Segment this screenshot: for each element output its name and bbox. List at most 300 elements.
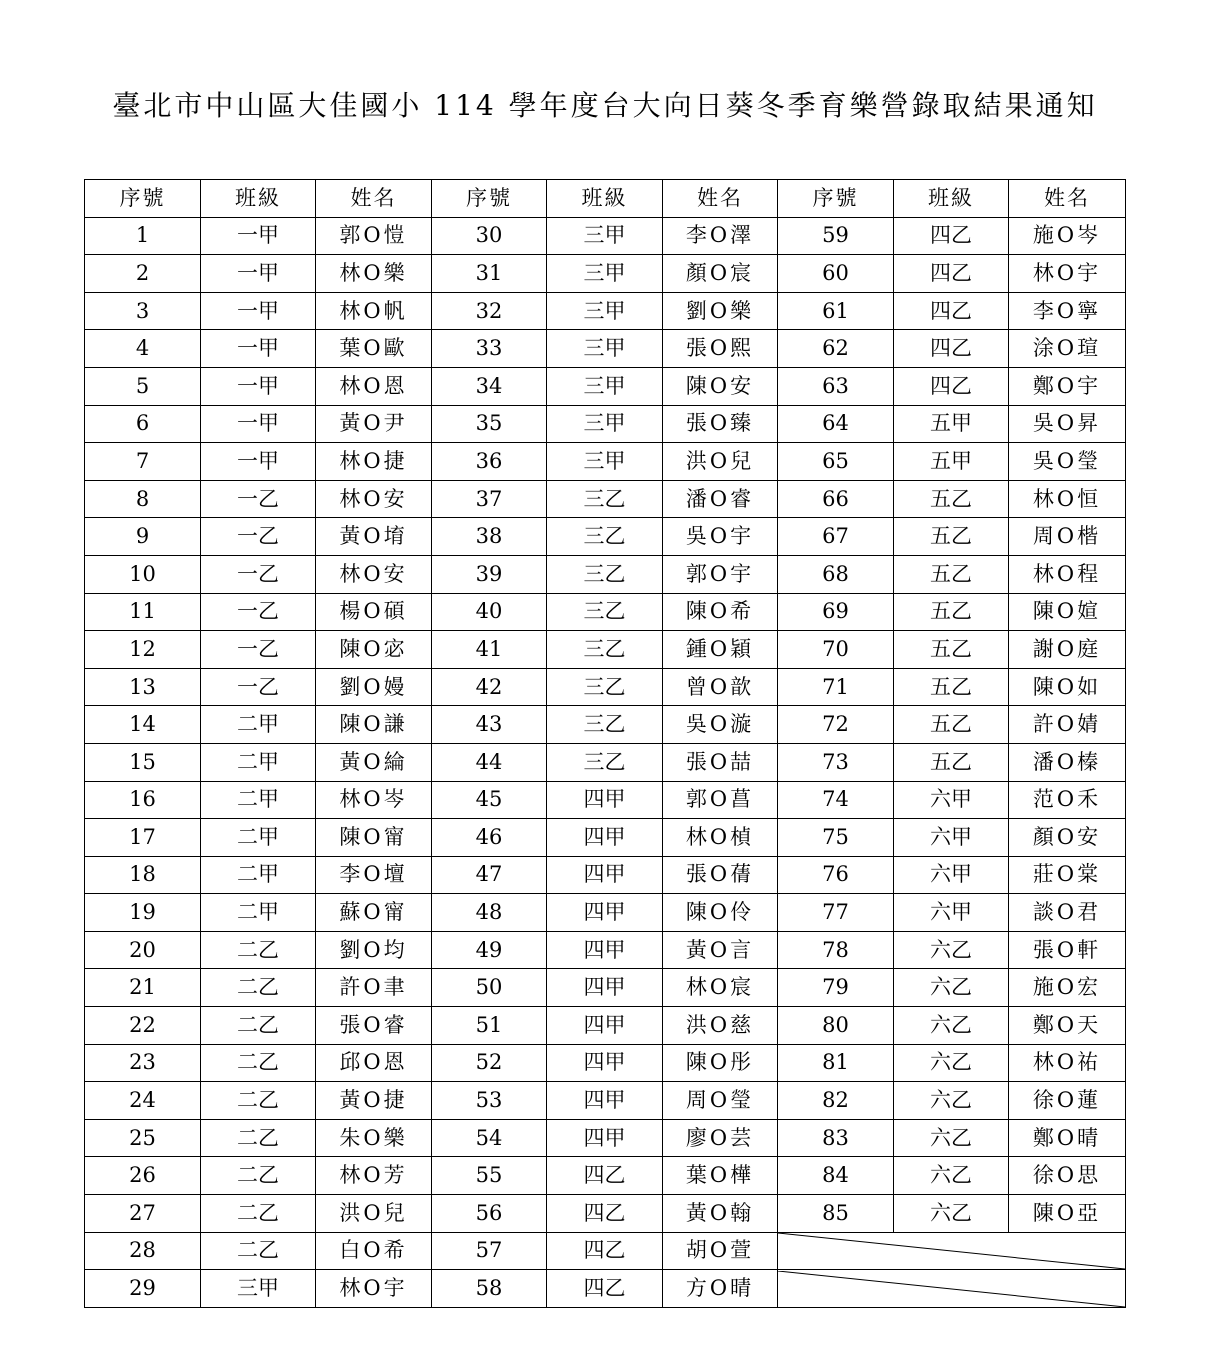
seq-cell: 64 [778, 405, 894, 443]
class-cell: 一甲 [201, 405, 316, 443]
name-cell: 張O熙 [663, 330, 778, 368]
class-cell: 四乙 [894, 255, 1009, 293]
class-cell: 五乙 [894, 743, 1009, 781]
seq-cell: 15 [85, 743, 201, 781]
seq-cell: 62 [778, 330, 894, 368]
header-name: 姓名 [663, 180, 778, 218]
name-cell: 林O岑 [316, 781, 432, 819]
seq-cell: 36 [432, 443, 547, 481]
class-cell: 三乙 [547, 480, 663, 518]
class-cell: 六乙 [894, 1082, 1009, 1120]
name-cell: 張O喆 [663, 743, 778, 781]
name-cell: 施O岑 [1009, 217, 1126, 255]
name-cell: 徐O蓮 [1009, 1082, 1126, 1120]
name-cell: 陳O如 [1009, 668, 1126, 706]
seq-cell: 60 [778, 255, 894, 293]
class-cell: 四乙 [547, 1232, 663, 1270]
class-cell: 六乙 [894, 1195, 1009, 1233]
class-cell: 四乙 [547, 1157, 663, 1195]
seq-cell: 72 [778, 706, 894, 744]
class-cell: 四甲 [547, 856, 663, 894]
class-cell: 五甲 [894, 443, 1009, 481]
class-cell: 二甲 [201, 743, 316, 781]
class-cell: 一甲 [201, 330, 316, 368]
class-cell: 三甲 [547, 255, 663, 293]
name-cell: 謝O庭 [1009, 631, 1126, 669]
name-cell: 洪O慈 [663, 1007, 778, 1045]
table-row [85, 706, 1126, 744]
name-cell: 方O晴 [663, 1270, 778, 1308]
seq-cell: 37 [432, 480, 547, 518]
seq-cell: 61 [778, 292, 894, 330]
seq-cell: 26 [85, 1157, 201, 1195]
class-cell: 二乙 [201, 1119, 316, 1157]
seq-cell: 38 [432, 518, 547, 556]
empty-slot-cell [778, 1232, 1126, 1270]
class-cell: 二甲 [201, 856, 316, 894]
class-cell: 六乙 [894, 1157, 1009, 1195]
table-row [85, 1232, 1126, 1270]
table-row [85, 781, 1126, 819]
class-cell: 三甲 [547, 443, 663, 481]
name-cell: 吳O瑩 [1009, 443, 1126, 481]
name-cell: 潘O榛 [1009, 743, 1126, 781]
table-row [85, 1007, 1126, 1045]
class-cell: 二乙 [201, 1082, 316, 1120]
class-cell: 一甲 [201, 255, 316, 293]
class-cell: 五乙 [894, 706, 1009, 744]
seq-cell: 51 [432, 1007, 547, 1045]
table-row [85, 405, 1126, 443]
seq-cell: 23 [85, 1044, 201, 1082]
table-row [85, 856, 1126, 894]
class-cell: 一甲 [201, 443, 316, 481]
class-cell: 六甲 [894, 819, 1009, 857]
name-cell: 林O恩 [316, 367, 432, 405]
name-cell: 陳O彤 [663, 1044, 778, 1082]
class-cell: 三甲 [547, 405, 663, 443]
name-cell: 顏O宸 [663, 255, 778, 293]
seq-cell: 14 [85, 706, 201, 744]
seq-cell: 85 [778, 1195, 894, 1233]
class-cell: 三甲 [547, 217, 663, 255]
class-cell: 一乙 [201, 518, 316, 556]
table-row [85, 1082, 1126, 1120]
class-cell: 四乙 [894, 367, 1009, 405]
seq-cell: 70 [778, 631, 894, 669]
class-cell: 二甲 [201, 819, 316, 857]
name-cell: 周O瑩 [663, 1082, 778, 1120]
name-cell: 林O程 [1009, 555, 1126, 593]
name-cell: 李O寧 [1009, 292, 1126, 330]
class-cell: 四甲 [547, 1007, 663, 1045]
seq-cell: 21 [85, 969, 201, 1007]
class-cell: 一乙 [201, 480, 316, 518]
seq-cell: 41 [432, 631, 547, 669]
seq-cell: 17 [85, 819, 201, 857]
seq-cell: 1 [85, 217, 201, 255]
seq-cell: 68 [778, 555, 894, 593]
name-cell: 洪O兒 [663, 443, 778, 481]
name-cell: 黃O堉 [316, 518, 432, 556]
table-row [85, 631, 1126, 669]
name-cell: 陳O希 [663, 593, 778, 631]
seq-cell: 53 [432, 1082, 547, 1120]
document-title: 臺北市中山區大佳國小 114 學年度台大向日葵冬季育樂營錄取結果通知 [112, 89, 1098, 122]
name-cell: 鄭O天 [1009, 1007, 1126, 1045]
class-cell: 三甲 [547, 292, 663, 330]
seq-cell: 39 [432, 555, 547, 593]
name-cell: 林O安 [316, 555, 432, 593]
name-cell: 莊O棠 [1009, 856, 1126, 894]
seq-cell: 83 [778, 1119, 894, 1157]
name-cell: 陳O甯 [316, 819, 432, 857]
class-cell: 五乙 [894, 631, 1009, 669]
header-row [85, 180, 1126, 218]
diagonal-strike [778, 1271, 1125, 1307]
table-row [85, 969, 1126, 1007]
class-cell: 六甲 [894, 894, 1009, 932]
table-row [85, 593, 1126, 631]
class-cell: 一乙 [201, 631, 316, 669]
name-cell: 張O臻 [663, 405, 778, 443]
name-cell: 郭O菖 [663, 781, 778, 819]
name-cell: 顏O安 [1009, 819, 1126, 857]
seq-cell: 79 [778, 969, 894, 1007]
header-class: 班級 [894, 180, 1009, 218]
class-cell: 四甲 [547, 969, 663, 1007]
seq-cell: 47 [432, 856, 547, 894]
name-cell: 楊O碩 [316, 593, 432, 631]
seq-cell: 76 [778, 856, 894, 894]
name-cell: 曾O歆 [663, 668, 778, 706]
table-row [85, 443, 1126, 481]
seq-cell: 54 [432, 1119, 547, 1157]
seq-cell: 3 [85, 292, 201, 330]
name-cell: 林O捷 [316, 443, 432, 481]
header-class: 班級 [547, 180, 663, 218]
seq-cell: 48 [432, 894, 547, 932]
seq-cell: 81 [778, 1044, 894, 1082]
header-name: 姓名 [316, 180, 432, 218]
table-row [85, 1195, 1126, 1233]
class-cell: 一乙 [201, 593, 316, 631]
class-cell: 三乙 [547, 743, 663, 781]
class-cell: 二甲 [201, 706, 316, 744]
seq-cell: 78 [778, 931, 894, 969]
seq-cell: 7 [85, 443, 201, 481]
seq-cell: 11 [85, 593, 201, 631]
class-cell: 六乙 [894, 969, 1009, 1007]
table-row [85, 255, 1126, 293]
name-cell: 鄭O晴 [1009, 1119, 1126, 1157]
name-cell: 林O宇 [1009, 255, 1126, 293]
name-cell: 陳O亞 [1009, 1195, 1126, 1233]
header-name: 姓名 [1009, 180, 1126, 218]
seq-cell: 56 [432, 1195, 547, 1233]
name-cell: 黃O捷 [316, 1082, 432, 1120]
name-cell: 黃O綸 [316, 743, 432, 781]
table-row [85, 518, 1126, 556]
class-cell: 一甲 [201, 292, 316, 330]
name-cell: 朱O樂 [316, 1119, 432, 1157]
admission-roster-table [84, 179, 1126, 1308]
name-cell: 林O楨 [663, 819, 778, 857]
seq-cell: 29 [85, 1270, 201, 1308]
class-cell: 四甲 [547, 1044, 663, 1082]
name-cell: 葉O樺 [663, 1157, 778, 1195]
name-cell: 林O祐 [1009, 1044, 1126, 1082]
class-cell: 二甲 [201, 781, 316, 819]
class-cell: 四甲 [547, 894, 663, 932]
name-cell: 涂O瑄 [1009, 330, 1126, 368]
name-cell: 陳O伶 [663, 894, 778, 932]
class-cell: 三甲 [547, 330, 663, 368]
seq-cell: 35 [432, 405, 547, 443]
name-cell: 吳O漩 [663, 706, 778, 744]
diagonal-strike [778, 1233, 1125, 1269]
seq-cell: 74 [778, 781, 894, 819]
class-cell: 五乙 [894, 593, 1009, 631]
seq-cell: 80 [778, 1007, 894, 1045]
seq-cell: 73 [778, 743, 894, 781]
seq-cell: 8 [85, 480, 201, 518]
class-cell: 二乙 [201, 1232, 316, 1270]
class-cell: 五乙 [894, 480, 1009, 518]
class-cell: 五甲 [894, 405, 1009, 443]
class-cell: 三乙 [547, 631, 663, 669]
class-cell: 三甲 [201, 1270, 316, 1308]
table-row [85, 1119, 1126, 1157]
name-cell: 胡O萱 [663, 1232, 778, 1270]
name-cell: 林O帆 [316, 292, 432, 330]
seq-cell: 55 [432, 1157, 547, 1195]
table-row [85, 292, 1126, 330]
seq-cell: 43 [432, 706, 547, 744]
header-seq: 序號 [85, 180, 201, 218]
seq-cell: 52 [432, 1044, 547, 1082]
seq-cell: 18 [85, 856, 201, 894]
name-cell: 陳O媗 [1009, 593, 1126, 631]
class-cell: 六乙 [894, 1044, 1009, 1082]
class-cell: 二乙 [201, 1007, 316, 1045]
class-cell: 六乙 [894, 1007, 1009, 1045]
name-cell: 陳O宓 [316, 631, 432, 669]
name-cell: 郭O愷 [316, 217, 432, 255]
name-cell: 吳O宇 [663, 518, 778, 556]
seq-cell: 4 [85, 330, 201, 368]
name-cell: 李O壇 [316, 856, 432, 894]
seq-cell: 31 [432, 255, 547, 293]
name-cell: 吳O昇 [1009, 405, 1126, 443]
class-cell: 五乙 [894, 668, 1009, 706]
name-cell: 施O宏 [1009, 969, 1126, 1007]
seq-cell: 24 [85, 1082, 201, 1120]
class-cell: 六甲 [894, 781, 1009, 819]
class-cell: 四乙 [894, 292, 1009, 330]
seq-cell: 66 [778, 480, 894, 518]
class-cell: 四甲 [547, 931, 663, 969]
empty-slot-cell [778, 1270, 1126, 1308]
name-cell: 郭O宇 [663, 555, 778, 593]
name-cell: 林O芳 [316, 1157, 432, 1195]
name-cell: 潘O睿 [663, 480, 778, 518]
name-cell: 黃O翰 [663, 1195, 778, 1233]
name-cell: 許O婧 [1009, 706, 1126, 744]
seq-cell: 19 [85, 894, 201, 932]
class-cell: 二乙 [201, 931, 316, 969]
seq-cell: 77 [778, 894, 894, 932]
class-cell: 三乙 [547, 518, 663, 556]
name-cell: 李O澤 [663, 217, 778, 255]
name-cell: 談O君 [1009, 894, 1126, 932]
table-row [85, 743, 1126, 781]
table-row [85, 330, 1126, 368]
seq-cell: 33 [432, 330, 547, 368]
name-cell: 劉O嫚 [316, 668, 432, 706]
seq-cell: 71 [778, 668, 894, 706]
name-cell: 林O宸 [663, 969, 778, 1007]
name-cell: 鍾O穎 [663, 631, 778, 669]
seq-cell: 16 [85, 781, 201, 819]
class-cell: 四乙 [894, 217, 1009, 255]
table-row [85, 555, 1126, 593]
class-cell: 六甲 [894, 856, 1009, 894]
table-row [85, 1044, 1126, 1082]
seq-cell: 46 [432, 819, 547, 857]
name-cell: 洪O兒 [316, 1195, 432, 1233]
name-cell: 陳O謙 [316, 706, 432, 744]
class-cell: 三乙 [547, 593, 663, 631]
name-cell: 鄭O宇 [1009, 367, 1126, 405]
table-row [85, 894, 1126, 932]
class-cell: 四甲 [547, 819, 663, 857]
seq-cell: 57 [432, 1232, 547, 1270]
class-cell: 三乙 [547, 668, 663, 706]
class-cell: 二乙 [201, 969, 316, 1007]
seq-cell: 10 [85, 555, 201, 593]
name-cell: 張O蒨 [663, 856, 778, 894]
name-cell: 林O樂 [316, 255, 432, 293]
name-cell: 黃O言 [663, 931, 778, 969]
seq-cell: 67 [778, 518, 894, 556]
seq-cell: 5 [85, 367, 201, 405]
seq-cell: 28 [85, 1232, 201, 1270]
seq-cell: 75 [778, 819, 894, 857]
name-cell: 周O楷 [1009, 518, 1126, 556]
seq-cell: 44 [432, 743, 547, 781]
table-row [85, 480, 1126, 518]
seq-cell: 65 [778, 443, 894, 481]
seq-cell: 45 [432, 781, 547, 819]
class-cell: 三乙 [547, 706, 663, 744]
name-cell: 林O宇 [316, 1270, 432, 1308]
class-cell: 四甲 [547, 1082, 663, 1120]
class-cell: 二乙 [201, 1044, 316, 1082]
seq-cell: 84 [778, 1157, 894, 1195]
class-cell: 四乙 [547, 1195, 663, 1233]
seq-cell: 2 [85, 255, 201, 293]
header-seq: 序號 [432, 180, 547, 218]
seq-cell: 59 [778, 217, 894, 255]
class-cell: 五乙 [894, 518, 1009, 556]
roster-body [85, 217, 1126, 1307]
name-cell: 林O安 [316, 480, 432, 518]
name-cell: 黃O尹 [316, 405, 432, 443]
table-row [85, 931, 1126, 969]
name-cell: 劉O樂 [663, 292, 778, 330]
seq-cell: 25 [85, 1119, 201, 1157]
class-cell: 二甲 [201, 894, 316, 932]
seq-cell: 20 [85, 931, 201, 969]
class-cell: 三乙 [547, 555, 663, 593]
header-class: 班級 [201, 180, 316, 218]
name-cell: 葉O歐 [316, 330, 432, 368]
seq-cell: 22 [85, 1007, 201, 1045]
seq-cell: 69 [778, 593, 894, 631]
table-row [85, 1157, 1126, 1195]
seq-cell: 9 [85, 518, 201, 556]
class-cell: 六乙 [894, 931, 1009, 969]
name-cell: 劉O均 [316, 931, 432, 969]
class-cell: 六乙 [894, 1119, 1009, 1157]
class-cell: 四乙 [894, 330, 1009, 368]
seq-cell: 13 [85, 668, 201, 706]
name-cell: 范O禾 [1009, 781, 1126, 819]
class-cell: 四甲 [547, 1119, 663, 1157]
seq-cell: 32 [432, 292, 547, 330]
seq-cell: 27 [85, 1195, 201, 1233]
seq-cell: 82 [778, 1082, 894, 1120]
seq-cell: 63 [778, 367, 894, 405]
name-cell: 白O希 [316, 1232, 432, 1270]
seq-cell: 40 [432, 593, 547, 631]
class-cell: 二乙 [201, 1157, 316, 1195]
name-cell: 張O軒 [1009, 931, 1126, 969]
header-seq: 序號 [778, 180, 894, 218]
name-cell: 邱O恩 [316, 1044, 432, 1082]
name-cell: 徐O思 [1009, 1157, 1126, 1195]
class-cell: 五乙 [894, 555, 1009, 593]
seq-cell: 30 [432, 217, 547, 255]
class-cell: 一甲 [201, 217, 316, 255]
table-row [85, 367, 1126, 405]
class-cell: 四甲 [547, 781, 663, 819]
class-cell: 三甲 [547, 367, 663, 405]
class-cell: 一乙 [201, 555, 316, 593]
name-cell: 林O恒 [1009, 480, 1126, 518]
table-row [85, 819, 1126, 857]
seq-cell: 49 [432, 931, 547, 969]
seq-cell: 42 [432, 668, 547, 706]
name-cell: 許O聿 [316, 969, 432, 1007]
class-cell: 一甲 [201, 367, 316, 405]
seq-cell: 6 [85, 405, 201, 443]
table-row [85, 1270, 1126, 1308]
table-row [85, 217, 1126, 255]
seq-cell: 34 [432, 367, 547, 405]
seq-cell: 12 [85, 631, 201, 669]
seq-cell: 50 [432, 969, 547, 1007]
name-cell: 張O睿 [316, 1007, 432, 1045]
class-cell: 二乙 [201, 1195, 316, 1233]
seq-cell: 58 [432, 1270, 547, 1308]
table-row [85, 668, 1126, 706]
name-cell: 廖O芸 [663, 1119, 778, 1157]
class-cell: 一乙 [201, 668, 316, 706]
name-cell: 蘇O甯 [316, 894, 432, 932]
class-cell: 四乙 [547, 1270, 663, 1308]
